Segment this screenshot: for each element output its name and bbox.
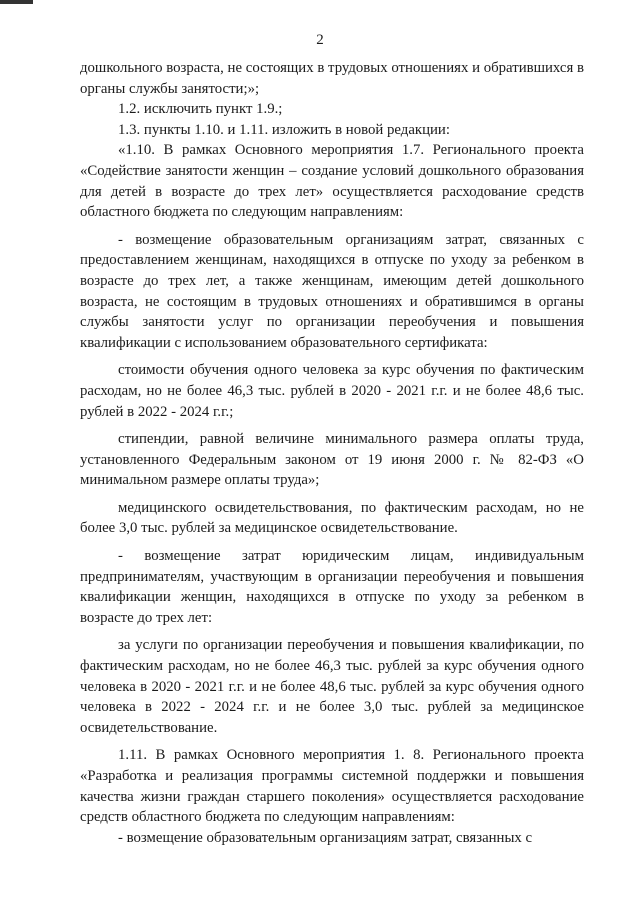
page-number: 2 [316,32,324,48]
paragraph-item-1-3: 1.3. пункты 1.10. и 1.11. изложить в новой редакции: [118,121,450,138]
paragraph-reimbursement-edu-orgs: - возмещение образовательным организациям затрат, связанных с предоставлением женщинам, находящихся в отпуске по уходу за ребенком в возрасте до трех лет, а также женщинам, имеющим детей дошкольного возраста, не состоящим в трудовых отношениях и обратившимся в органы службы занятости услуг по организации переобучения и повышения квалификации с использованием образовательного сертификата: [80,231,584,351]
scan-edge-mark [0,0,33,4]
document-body [80,58,584,848]
paragraph-training-services: за услуги по организации переобучения и повышения квалификации, по фактическим расходам, но не более 46,3 тыс. рублей за курс обучения одного человека в 2020 - 2021 г.г. и не более 48,6 тыс. рублей за курс обучения одного человека в 2022 - 2024 г.г. и не более 3,0 тыс. рублей за медицинское освидетельствование. [80,637,584,736]
paragraph-reimbursement-legal-entities: - возмещение затрат юридическим лицам, индивидуальным предпринимателям, участвующим в организации переобучения и повышения квалификации женщин, находящихся в отпуске по уходу за ребенком в возрасте до трех лет: [80,548,584,626]
paragraph-item-1-11: 1.11. В рамках Основного мероприятия 1. 8. Регионального проекта «Разработка и реализация программы системной поддержки и повышения качества жизни граждан старшего поколения» осуществляется расходование средств областного бюджета по следующим направлениям: [80,747,584,826]
paragraph-training-cost: стоимости обучения одного человека за курс обучения по фактическим расходам, но не более 46,3 тыс. рублей в 2020 - 2021 г.г. и не более 48,6 тыс. рублей в 2022 - 2024 г.г.; [80,362,584,420]
paragraph-stipend: стипендии, равной величине минимального размера оплаты труда, установленного Федеральным законом от 19 июня 2000 г. № 82-ФЗ «О минимальном размере оплаты труда»; [80,431,584,489]
paragraph-item-1-10: «1.10. В рамках Основного мероприятия 1.7. Регионального проекта «Содействие занятости женщин – создание условий дошкольного образования для детей в возрасте до трех лет» осуществляется расходование средств областного бюджета по следующим направлениям: [80,142,584,221]
paragraph-reimbursement-continued: - возмещение образовательным организациям затрат, связанных с [118,829,533,846]
paragraph-continuation: дошкольного возраста, не состоящих в трудовых отношениях и обратившихся в органы службы занятости;»; [80,60,584,97]
paragraph-medical-exam: медицинского освидетельствования, по фактическим расходам, но не более 3,0 тыс. рублей за медицинское освидетельствование. [80,499,584,537]
paragraph-item-1-2: 1.2. исключить пункт 1.9.; [118,101,283,118]
